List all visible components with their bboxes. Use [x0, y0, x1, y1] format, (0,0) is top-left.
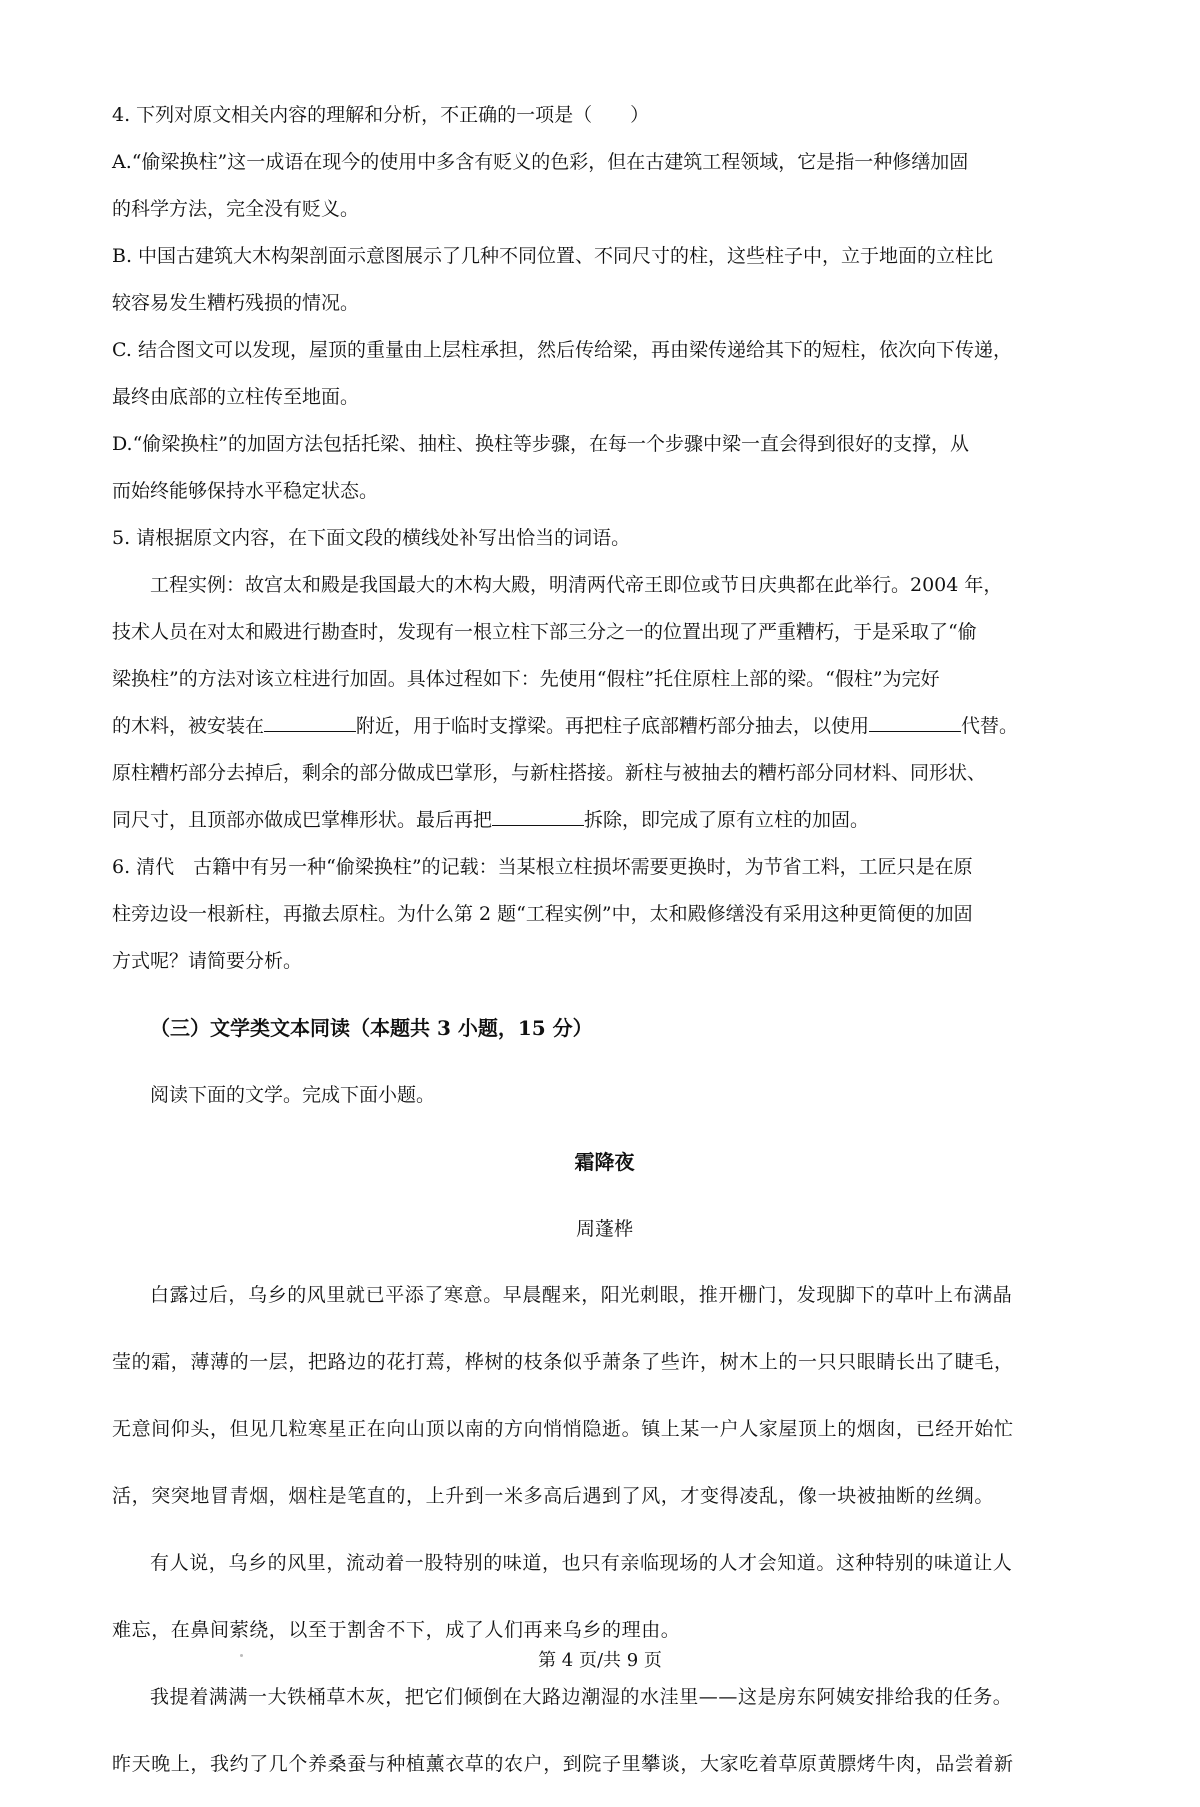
q4-option-b-line2: 较容易发生糟朽残损的情况。 [112, 292, 360, 314]
q4-option-c-line1: C. 结合图文可以发现，屋顶的重量由上层柱承担，然后传给梁，再由梁传递给其下的短柱，依次向下传递， [112, 339, 1012, 361]
q4-option-d-line2: 而始终能够保持水平稳定状态。 [112, 480, 379, 502]
article-line: 白露过后，乌乡的风里就已平添了寒意。早晨醒来，阳光刺眼，推开栅门，发现脚下的草叶上布满晶 [150, 1284, 1013, 1306]
article-author: 周蓬桦 [575, 1218, 633, 1240]
q4-option-b-line1: B. 中国古建筑大木构架剖面示意图展示了几种不同位置、不同尺寸的柱，这些柱子中，立于地面的立柱比 [112, 245, 994, 267]
q4-option-a-line2: 的科学方法，完全没有贬义。 [112, 198, 360, 220]
q4-option-a-line1: A.“偷梁换柱”这一成语在现今的使用中多含有贬义的色彩，但在古建筑工程领域，它是指一种修缮加固 [112, 151, 969, 173]
q5-passage-line3: 梁换柱”的方法对该立柱进行加固。具体过程如下：先使用“假柱”托住原柱上部的梁。“假柱”为完好 [112, 668, 940, 690]
q4-option-d-line1: D.“偷梁换柱”的加固方法包括托梁、抽柱、换柱等步骤，在每一个步骤中梁一直会得到很好的支撑，从 [112, 433, 970, 455]
article-line: 昨天晚上，我约了几个养桑蚕与种植薰衣草的农户，到院子里攀谈，大家吃着草原黄膘烤牛肉，品尝着新 [112, 1753, 1014, 1775]
q4-stem: 4. 下列对原文相关内容的理解和分析，不正确的一项是（ ） [112, 104, 650, 126]
q5-passage-line1: 工程实例：故宫太和殿是我国最大的木构大殿，明清两代帝王即位或节日庆典都在此举行。2004 年， [150, 574, 1003, 596]
article-line: 我提着满满一大铁桶草木灰，把它们倾倒在大路边潮湿的水洼里——这是房东阿姨安排给我的任务。 [150, 1686, 1013, 1708]
q6-line3: 方式呢？请简要分析。 [112, 950, 303, 972]
q5-stem: 5. 请根据原文内容，在下面文段的横线处补写出恰当的词语。 [112, 527, 631, 549]
article-line: 有人说，乌乡的风里，流动着一股特别的味道，也只有亲临现场的人才会知道。这种特别的味道让人 [150, 1552, 1013, 1574]
answer-blank-2[interactable] [869, 713, 961, 732]
page-footer: 第 4 页/共 9 页 [538, 1650, 662, 1671]
article-line: 无意间仰头，但见几粒寒星正在向山顶以南的方向悄悄隐逝。镇上某一户人家屋顶上的烟囱，已经开始忙 [112, 1418, 1014, 1440]
answer-blank-3[interactable] [492, 807, 584, 826]
answer-blank-1[interactable] [264, 713, 356, 732]
article-line: 莹的霜，薄薄的一层，把路边的花打蔫，桦树的枝条似乎萧条了些许，树木上的一只只眼睛长出了睫毛， [112, 1351, 1014, 1373]
article-line: 难忘，在鼻间萦绕，以至于割舍不下，成了人们再来乌乡的理由。 [112, 1619, 681, 1641]
q5-passage-line2: 技术人员在对太和殿进行勘查时，发现有一根立柱下部三分之一的位置出现了严重糟朽，于是采取了“偷 [112, 621, 977, 643]
section-heading: （三）文学类文本同读（本题共 3 小题，15 分） [150, 1016, 593, 1040]
article-title: 霜降夜 [574, 1150, 635, 1174]
section-instruction: 阅读下面的文学。完成下面小题。 [150, 1084, 436, 1106]
q6-line2: 柱旁边设一根新柱，再撤去原柱。为什么第 2 题“工程实例”中，太和殿修缮没有采用这种更简便的加固 [112, 903, 973, 925]
article-line: 活，突突地冒青烟，烟柱是笔直的，上升到一米多高后遇到了风，才变得凌乱，像一块被抽断的丝绸。 [112, 1485, 995, 1507]
q5-passage-line6: 同尺寸，且顶部亦做成巴掌榫形状。最后再把 拆除，即完成了原有立柱的加固。 [112, 809, 870, 831]
q5-passage-line5: 原柱糟朽部分去掉后，剩余的部分做成巴掌形，与新柱搭接。新柱与被抽去的糟朽部分同材料、同形状、 [112, 762, 987, 784]
document-page [112, 92, 1097, 1807]
q5-passage-line4: 的木料，被安装在 附近，用于临时支撑梁。再把柱子底部糟朽部分抽去，以使用 代替。 [112, 715, 1019, 737]
q6-line1: 6. 清代 古籍中有另一种“偷梁换柱”的记载：当某根立柱损坏需要更换时，为节省工料，工匠只是在原 [112, 856, 973, 878]
q4-option-c-line2: 最终由底部的立柱传至地面。 [112, 386, 360, 408]
